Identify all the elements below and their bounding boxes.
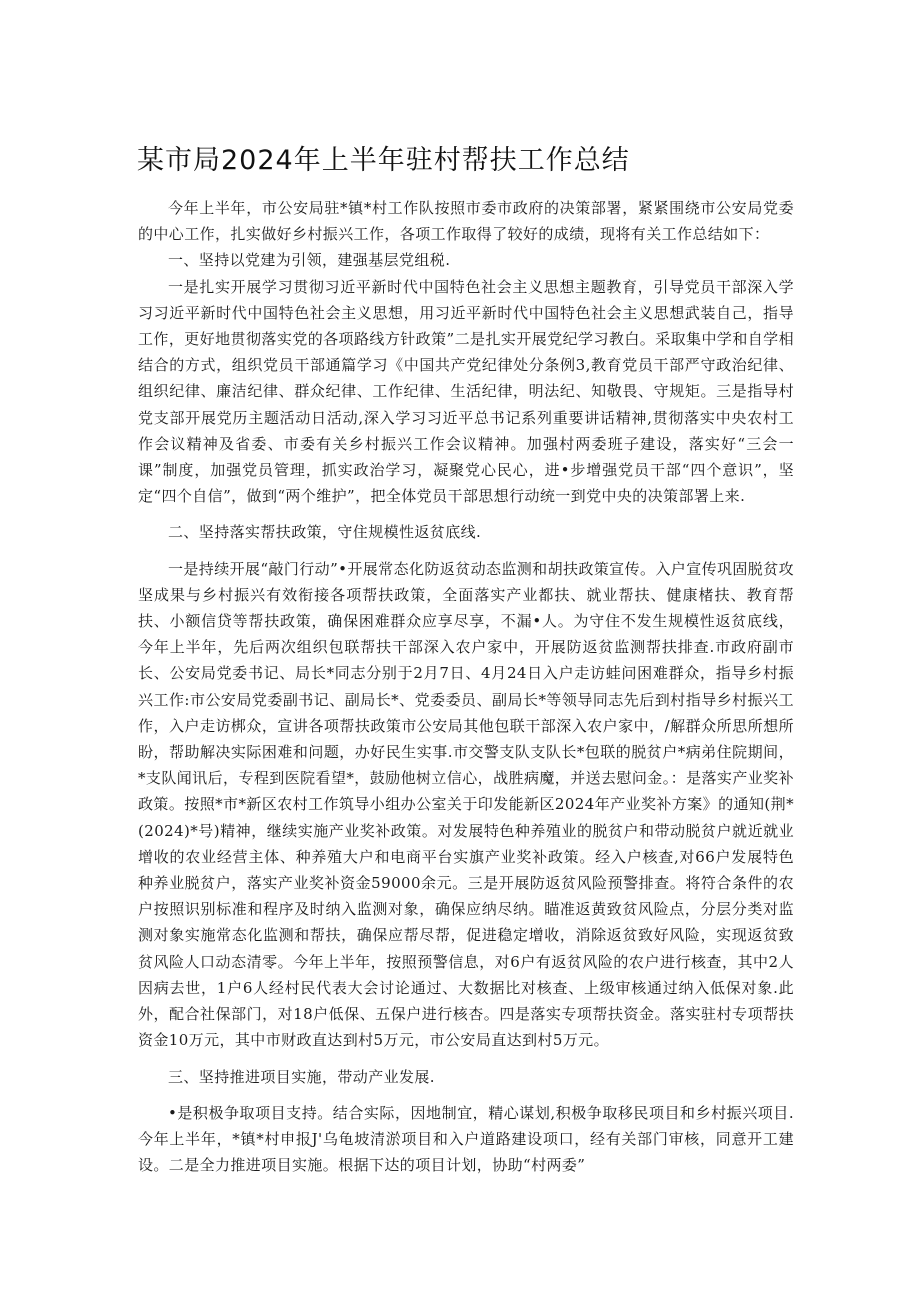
section-body-1: 一是扎实开展学习贯彻习近平新时代中国特色社会主义思想主题教育，引导党员干部深入学习习近平新时代中国特色社会主义思想，用习近平新时代中国特色社会主义思想武装自己，指导工作，更好地贯彻落实党的各项路线方针政策”二是扎实开展党纪学习教白。采取集中学和自学相结合的方式，组织党员干部通篇学习《中国共产党纪律处分条例3,教育党员干部严守政治纪律、组织纪律、廉洁纪律、群众纪律、工作纪律、生活纪律，明法纪、知敬畏、守规矩。三是指导村党支部开展党历主题活动日活动,深入学习习近平总书记系列重要讲话精神,贯彻落实中央农村工作会议精神及省委、市委有关乡村振兴工作会议精神。加强村两委班子建设，落实好“三会一课”制度，加强党员管理，抓实政治学习，凝聚党心民心，进•步增强党员干部“四个意识”，坚定“四个自信”，做到“两个维护”，把全体党员干部思想行动统一到党中央的决策部署上来. xyxy=(138,277,794,506)
document-body xyxy=(138,195,794,1178)
section-body-2: 一是持续开展“敲门行动”•开展常态化防返贫动态监测和胡扶政策宣传。入户宣传巩固脱贫攻坚成果与乡村振兴有效衔接各项帮扶政策，全面落实产业都扶、就业帮扶、健康楮扶、教育帮扶、小额信贷等帮扶政策，确保困难群众应享尽享，不漏•人。为守住不发生规模性返贫底线，今年上半年，先后两次组织包联帮扶干部深入农户家中，开展防返贫监测帮扶排查.市政府副市长、公安局党委书记、局长*同志分别于2月7日、4月24日入户走访蛙问困难群众，指导乡村振兴工作:市公安局党委副书记、副局长*、党委委员、副局长*等领导同志先后到村指导乡村振兴工作，入户走访梆众，宣讲各项帮扶政策市公安局其他包联干部深入农户家中，/解群众所思所想所盼，帮助解决实际困难和问题，办好民生实事.市交警支队支队长*包联的脱贫户*病弟住院期间，*支队闻讯后，专程到医院看望*，鼓励他树立信心，战胜病魔，并送去慰问金。：是落实产业奖补政策。按照*市*新区农村工作筑导小组办公室关于印发能新区2024年产业奖补方案》的通知(荆*(2024)*号)精神，继续实施产业奖补政策。对发展特色种养殖业的脱贫户和带动脱贫户就近就业增收的农业经营主体、种养殖大户和电商平台实旗产业奖补政策。经入户核查,对66户发展特色种养业脱贫户，落实产业奖补资金59000余元。三是开展防返贫风险预警排查。将符合条件的农户按照识别标准和程序及时纳入监测对象，确保应纳尽纳。瞄准返黄致贫风险点，分层分类对监测对象实施常态化监测和帮扶，确保应帮尽帮，促进稳定增收，消除返贫致好风险，实现返贫致贫风险人口动态清零。今年上半年，按照预警信息，对6户有返贫风险的农户进行核查，其中2人因病去世，1户6人经村民代表大会讨论通过、大数据比对核查、上级审核通过纳入低保对象.此外，配合社保部门，对18户低保、五保户进行核杏。四是落实专项帮扶资金。落实驻村专项帮扶资金10万元，其中市财政直达到村5万元，市公安局直达到村5万元。 xyxy=(138,559,794,1050)
intro-paragraph: 今年上半年，市公安局驻*镇*村工作队按照市委市政府的决策部署，紧紧围绕市公安局党委的中心工作，扎实做好乡村振兴工作，各项工作取得了较好的成绩，现将有关工作总结如下： xyxy=(138,199,794,244)
section-heading-2: 二、坚持落实帮扶政策，守住规模性返贫底线. xyxy=(168,523,482,542)
section-body-3: •是积极争取项目支持。结合实际，因地制宜，精心谋划,积极争取移民项目和乡村振兴项目.今年上半年，*镇*村申报J'乌龟坡清淤项目和入户道路建设项口，经有关部门审核，同意开工建设。二是全力推进项目实施。根据下达的项目计划，协助“村两委” xyxy=(138,1103,794,1175)
section-heading-3: 三、坚持推进项目实施，带动产业发展. xyxy=(168,1067,435,1086)
document-title: 某市局2024年上半年驻村帮扶工作总结 xyxy=(137,145,630,176)
section-heading-1: 一、坚持以党建为引领，建强基层党组税. xyxy=(168,251,451,270)
